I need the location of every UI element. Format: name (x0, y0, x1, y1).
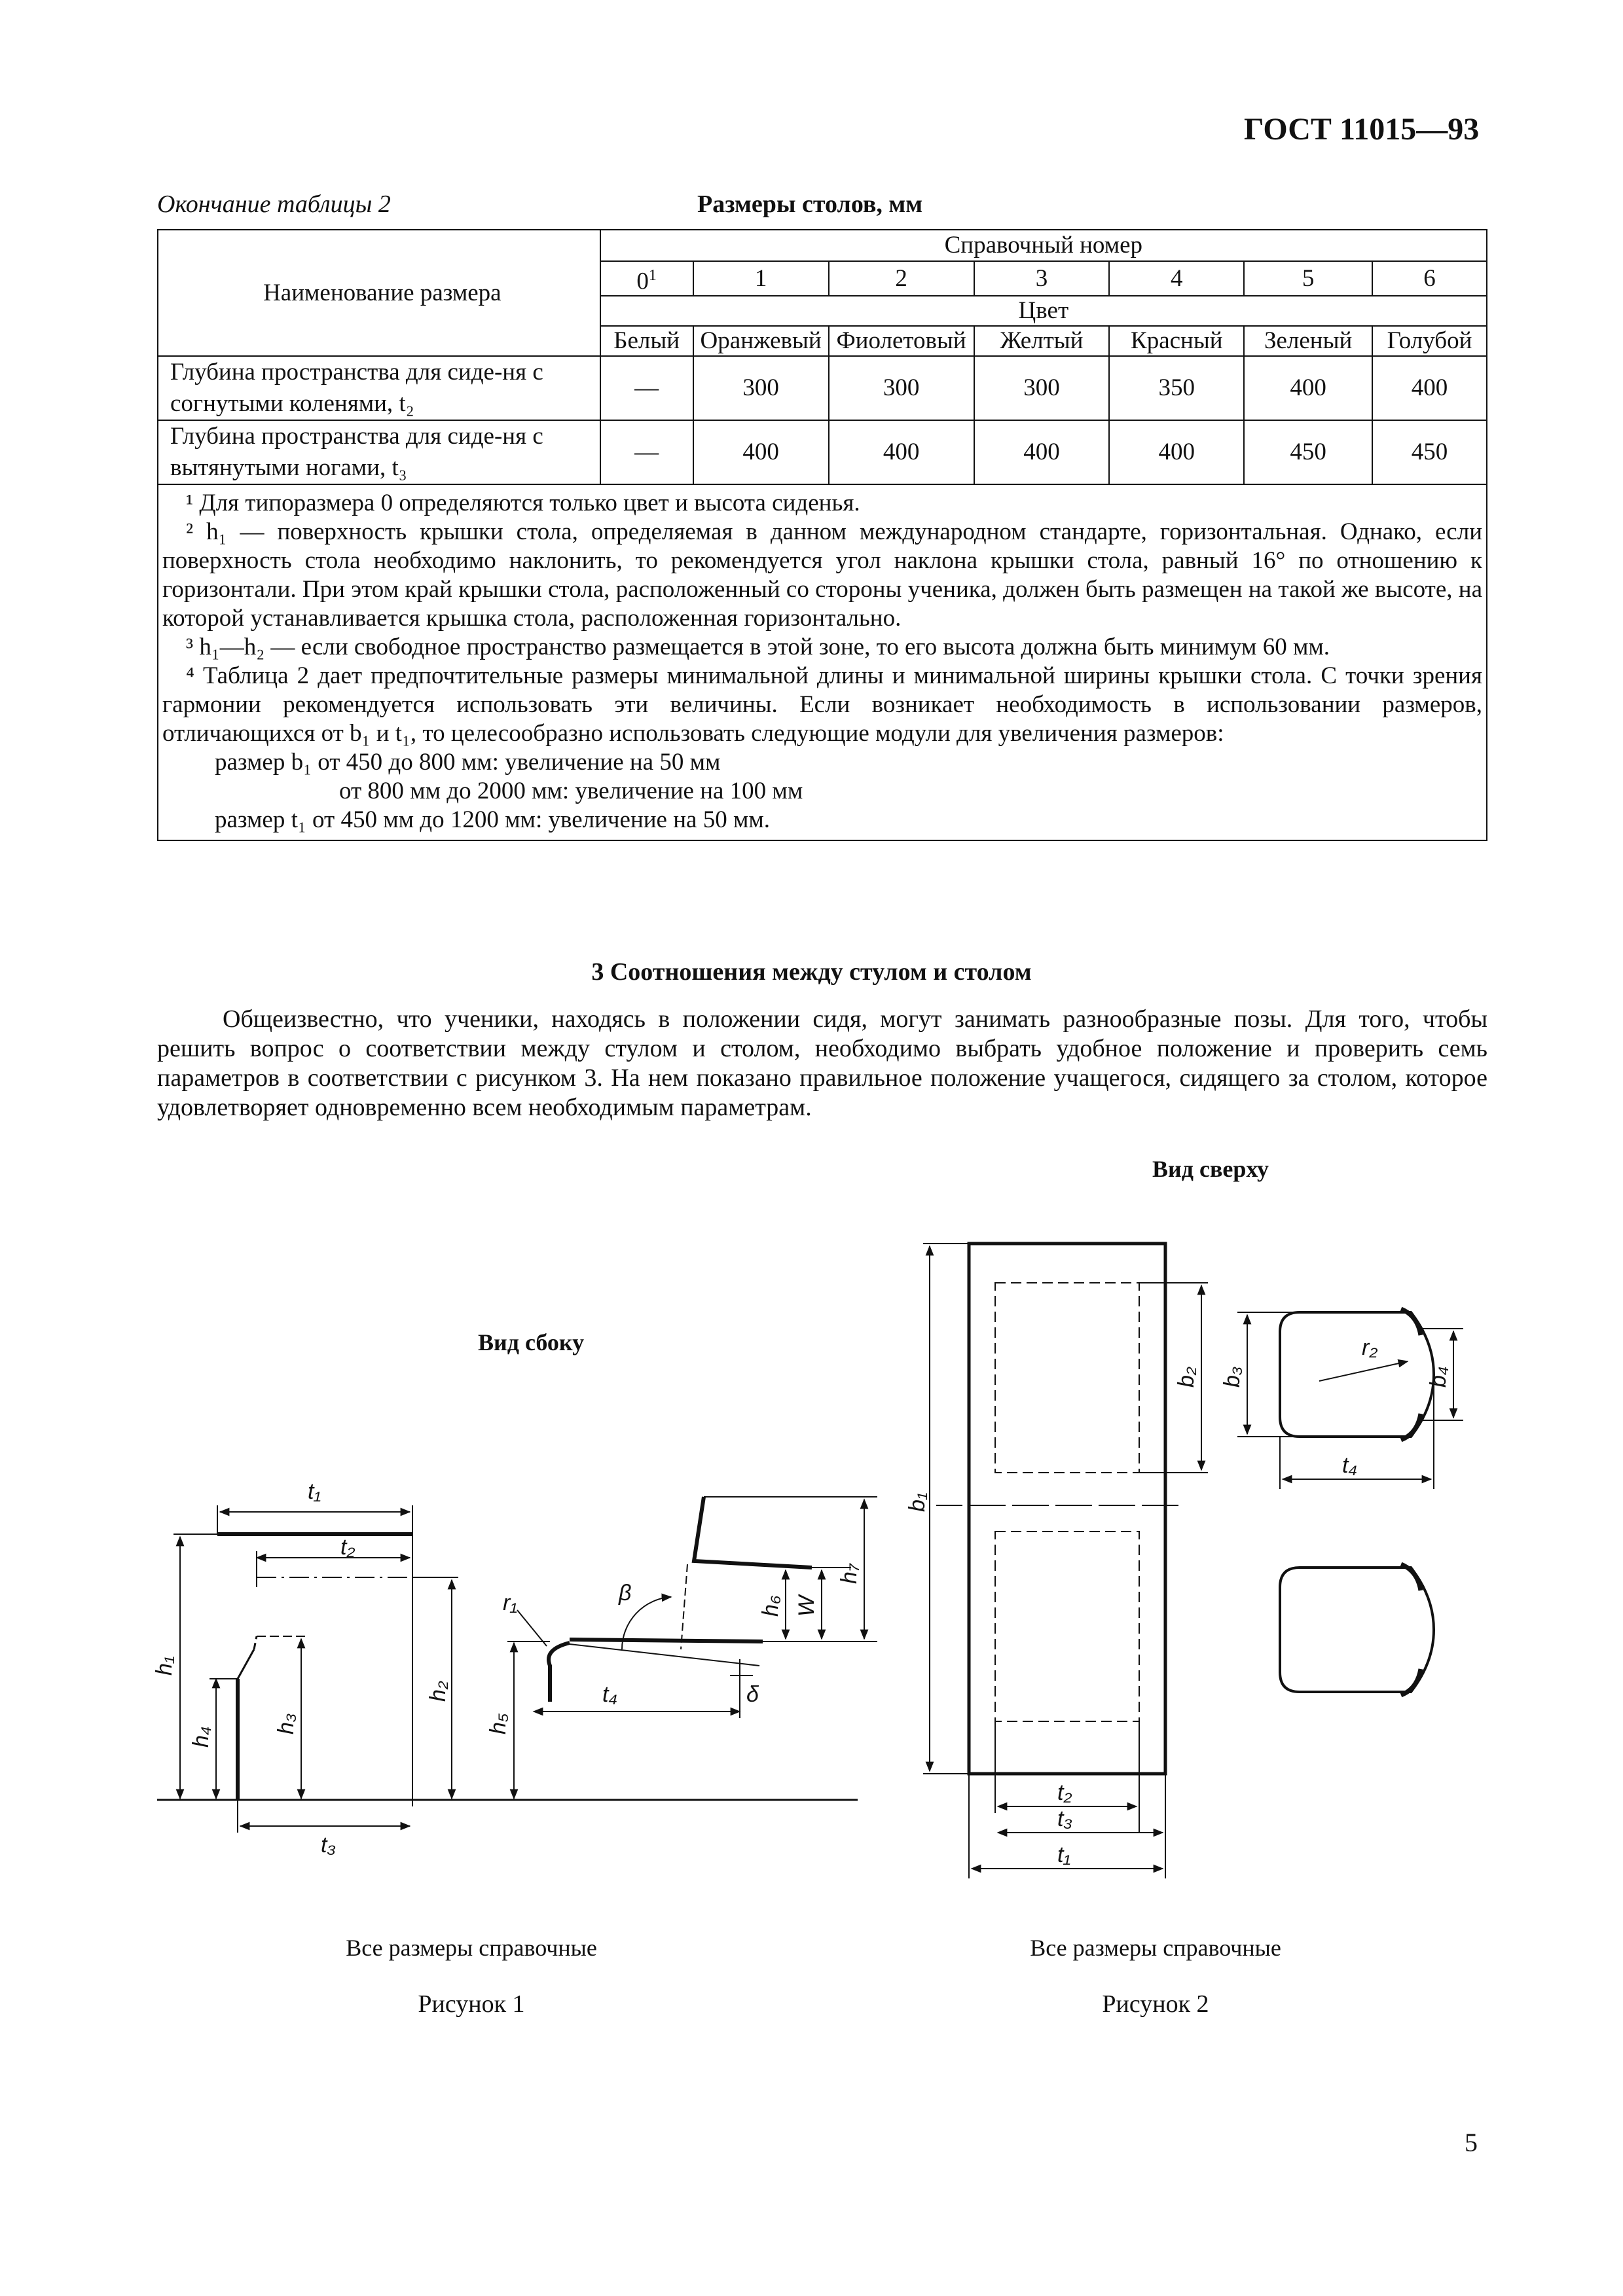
dim-label-r2: r₂ (1362, 1335, 1378, 1360)
top-view-label: Вид сверху (1152, 1156, 1269, 1182)
dim-label-t2: t₂ (340, 1535, 356, 1560)
figure1-caption: Рисунок 1 (418, 1990, 525, 2018)
dim-label-t1: t₁ (1057, 1842, 1071, 1867)
table-cell: — (600, 356, 693, 420)
table-cell: — (600, 420, 693, 484)
document-id: ГОСТ 11015—93 (1244, 112, 1480, 147)
color-cell: Желтый (974, 326, 1110, 356)
table-cell: 450 (1244, 420, 1372, 484)
row-name: Глубина пространства для сиде-ня с согнутыми коленями, t₂ (158, 356, 600, 420)
table-cell: 400 (1109, 420, 1244, 484)
dim-label-r1: r₁ (503, 1590, 518, 1615)
dim-label-h4: h₄ (189, 1726, 213, 1748)
color-cell: Оранжевый (693, 326, 829, 356)
row-name: Глубина пространства для сиде-ня с вытянутыми ногами, t₃ (158, 420, 600, 484)
color-cell: Фиолетовый (829, 326, 974, 356)
note-1: ¹ Для типоразмера 0 определяются только цвет и высота сиденья. (186, 490, 860, 517)
dim-label-h2: h₂ (426, 1681, 450, 1702)
ref-number-header: Справочный номер (600, 230, 1487, 261)
ref-number-cell: 4 (1109, 261, 1244, 296)
color-cell: Зеленый (1244, 326, 1372, 356)
table-cell: 400 (1372, 356, 1487, 420)
dim-label-t4: t₄ (1342, 1453, 1358, 1478)
page-number: 5 (1465, 2128, 1478, 2157)
dim-label-beta: β (619, 1581, 632, 1605)
top-view-labels (905, 1335, 1451, 1867)
dim-label-b3: b₃ (1220, 1366, 1245, 1388)
table-cell: 300 (974, 356, 1110, 420)
note-2: ² h₁ — поверхность крышки стола, определяемая в данном международном стандарте, горизонтальная. Однако, если поверхность стола необходимо наклонить, то рекомендуется угол наклона крышки стола, равный 16° по отношению к горизонтали. При этом край крышки стола, расположенный со стороны ученика, должен быть размещен на такой же высоте, на которой устанавливается крышка стола, расположенная горизонтально. (162, 518, 1482, 632)
dim-label-h5: h₅ (486, 1713, 511, 1734)
side-view-diagram (157, 1497, 877, 1833)
table-cell: 400 (829, 420, 974, 484)
note-4: ⁴ Таблица 2 дает предпочтительные размеры минимальной длины и минимальной ширины крышки стола. С точки зрения гармонии рекомендуется использовать эти величины. Если возникает необходимость в использовании размеров, отличающихся от b₁ и t₁, то целесообразно использовать следующие модули для увеличения размеров: (162, 662, 1482, 747)
ref-number-cell: 6 (1372, 261, 1487, 296)
dim-label-h7: h₇ (837, 1564, 862, 1584)
color-cell: Красный (1109, 326, 1244, 356)
ref-number-cell: 1 (693, 261, 829, 296)
ref-number-cell: 3 (974, 261, 1110, 296)
dim-label-h1: h₁ (152, 1656, 177, 1676)
module-line: от 800 мм до 2000 мм: увеличение на 100 мм (339, 778, 803, 805)
ref-number-cell: 2 (829, 261, 974, 296)
module-line: размер t₁ от 450 мм до 1200 мм: увеличение на 50 мм. (215, 806, 771, 834)
dim-label-t1: t₁ (308, 1479, 321, 1504)
ref-number-cell: 5 (1244, 261, 1372, 296)
body-paragraph: Общеизвестно, что ученики, находясь в положении сидя, могут занимать разнообразные позы. Для того, чтобы решить вопрос о соответствии между стулом и столом, необходимо выбрать удобное положение и проверить семь параметров в соответствии с рисунком 3. На нем показано правильное положение учащегося, сидящего за столом, которое удовлетворяет одновременно всем необходимым параметрам. (157, 1005, 1487, 1121)
dim-label-b2: b₂ (1174, 1367, 1199, 1388)
figure2-note: Все размеры справочные (1030, 1935, 1281, 1961)
dim-label-b4: b₄ (1426, 1366, 1451, 1388)
color-cell: Голубой (1372, 326, 1487, 356)
dim-label-h3: h₃ (274, 1713, 299, 1734)
color-header: Цвет (600, 296, 1487, 326)
table-cell: 450 (1372, 420, 1487, 484)
dim-label-w: W (794, 1595, 819, 1617)
table-title: Размеры столов, мм (697, 190, 923, 218)
section-title: 3 Соотношения между стулом и столом (591, 958, 1032, 986)
dim-label-h6: h₆ (758, 1595, 783, 1617)
module-line: размер b₁ от 450 до 800 мм: увеличение на 50 мм (215, 749, 721, 776)
size-name-header: Наименование размера (158, 230, 600, 356)
dim-label-t4: t₄ (602, 1682, 618, 1707)
dim-label-b1: b₁ (905, 1492, 930, 1512)
table-cell: 400 (974, 420, 1110, 484)
dim-label-t2: t₂ (1057, 1780, 1072, 1805)
dim-label-t3: t₃ (1057, 1806, 1072, 1831)
ref-number-cell: $0^1$ (600, 261, 693, 296)
table-cell: 300 (829, 356, 974, 420)
top-view-diagram (923, 1244, 1463, 1878)
table-cell: 400 (693, 420, 829, 484)
table-continuation-caption: Окончание таблицы 2 (157, 190, 391, 218)
note-3: ³ h₁—h₂ — если свободное пространство размещается в этой зоне, то его высота должна быть минимум 60 мм. (186, 634, 1330, 661)
side-view-label: Вид сбоку (478, 1329, 585, 1355)
dim-label-t3: t₃ (321, 1833, 336, 1857)
figure1-note: Все размеры справочные (346, 1935, 597, 1961)
color-cell: Белый (600, 326, 693, 356)
table-cell: 400 (1244, 356, 1372, 420)
table-cell: 350 (1109, 356, 1244, 420)
dim-label-delta: δ (746, 1682, 759, 1707)
table-cell: 300 (693, 356, 829, 420)
figure2-caption: Рисунок 2 (1102, 1990, 1209, 2018)
